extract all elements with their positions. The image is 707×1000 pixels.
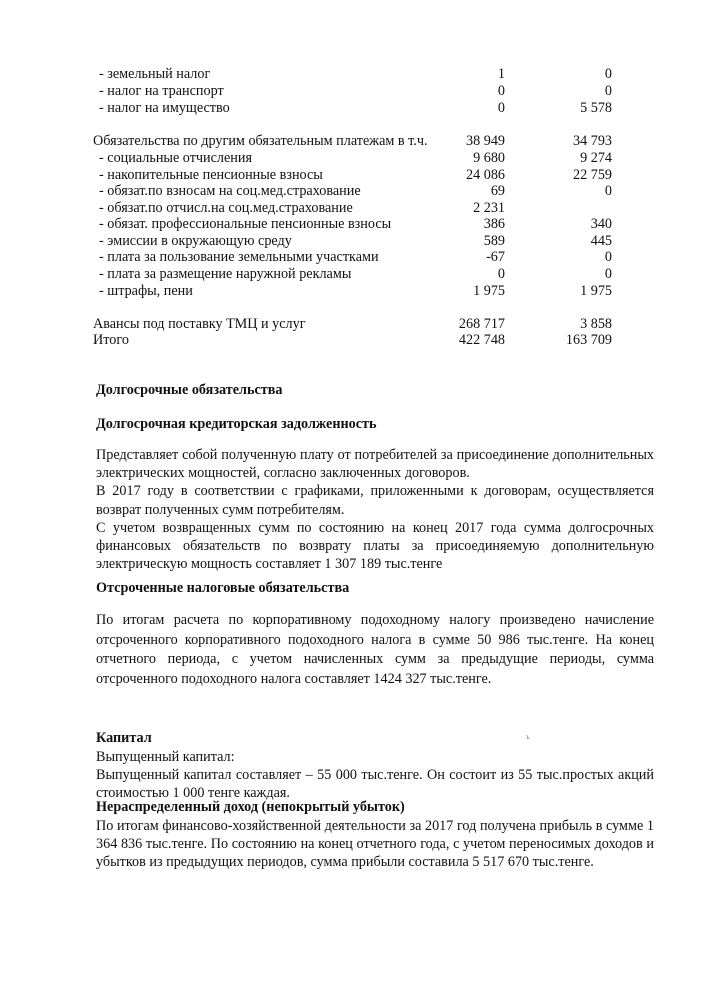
value-2017: 38 949	[465, 133, 505, 149]
capital-subheading	[96, 748, 654, 766]
value-2017: 69	[490, 183, 505, 199]
value-2017: 2 231	[473, 200, 505, 216]
paragraph: По итогам финансово-хозяйственной деятельности за 2017 год получена прибыль в сумме 1 364 836 тыс.тенге. По состоянию на конец отчетного года, с учетом переносимых доходов и убытков из предыдущих периодов, сумма прибыли составила 5 517 670 тыс.тенге.	[96, 818, 654, 871]
paragraph: По итогам расчета по корпоративному подоходному налогу произведено начисление отсроченного корпоративного подоходного налога в сумме 50 986 тыс.тенге. На конец отчетного периода, с учетом начисленных сумм за предыдущие периоды, сумма отсроченного подоходного налога составляет 1424 327 тыс.тенге.	[96, 612, 654, 687]
row-label: - плата за размещение наружной рекламы	[99, 266, 352, 282]
value-2016: 340	[590, 216, 612, 232]
value-2017: 0	[497, 266, 505, 282]
scan-artifact: ъ	[526, 733, 530, 741]
table-row	[93, 283, 653, 300]
row-label: - эмиссии в окружающую среду	[99, 233, 292, 249]
row-label: - обязат.по взносам на соц.мед.страхование	[99, 183, 361, 199]
row-label: - штрафы, пени	[99, 283, 193, 299]
table-row	[93, 233, 653, 250]
table-row	[93, 200, 653, 217]
retained-earnings-paragraph	[96, 817, 654, 872]
section-heading-long-term: Долгосрочные обязательства	[96, 382, 283, 398]
table-row-group-total	[93, 133, 653, 150]
row-label: - обязат. профессиональные пенсионные взносы	[99, 216, 392, 232]
table-row	[93, 83, 653, 100]
row-label: Обязательства по другим обязательным платежам в т.ч.	[93, 133, 428, 149]
value-2016: 0	[604, 266, 612, 282]
table-row-total	[93, 332, 653, 349]
paragraph: С учетом возвращенных сумм по состоянию на конец 2017 года сумма долгосрочных финансовых обязательств по возврату платы за присоединяемую дополнительную электрическую мощность составляет 1 307 189 тыс.тенге	[96, 519, 654, 573]
row-label: - плата за пользование земельными участками	[99, 249, 379, 265]
table-row	[93, 249, 653, 266]
value-2017: 0	[497, 100, 505, 116]
subsection-heading-long-term-payables: Долгосрочная кредиторская задолженность	[96, 416, 377, 432]
paragraph: В 2017 году в соответствии с графиками, приложенными к договорам, осуществляется возврат полученных сумм потребителям.	[96, 483, 654, 518]
row-label: - налог на транспорт	[99, 83, 224, 99]
value-2016: 0	[604, 249, 612, 265]
value-2016: 1 975	[580, 283, 612, 299]
table-row-advances	[93, 316, 653, 333]
row-label: Авансы под поставку ТМЦ и услуг	[93, 316, 306, 332]
value-2017: 1	[497, 66, 505, 82]
value-2017: 268 717	[458, 316, 505, 332]
long-term-paragraphs	[96, 446, 654, 573]
value-2017: 0	[497, 83, 505, 99]
deferred-tax-paragraph	[96, 611, 654, 689]
section-heading-retained-earnings: Нераспределенный доход (непокрытый убыток)	[96, 799, 405, 815]
value-2016: 5 578	[580, 100, 612, 116]
value-2017: 9 680	[473, 150, 505, 166]
row-label: - налог на имущество	[99, 100, 230, 116]
table-row	[93, 66, 653, 83]
value-2016: 0	[604, 66, 612, 82]
row-label: - обязат.по отчисл.на соц.мед.страхование	[99, 200, 353, 216]
value-2016: 34 793	[572, 133, 612, 149]
value-2016: 0	[604, 83, 612, 99]
section-heading-capital: Капитал	[96, 730, 152, 746]
value-2017: -67	[486, 249, 505, 265]
value-2017: 422 748	[458, 332, 505, 348]
value-2017: 386	[483, 216, 505, 232]
capital-paragraph	[96, 766, 654, 802]
subheading: Выпущенный капитал:	[96, 749, 235, 765]
value-2016: 0	[604, 183, 612, 199]
row-label: - накопительные пенсионные взносы	[99, 167, 323, 183]
row-label: Итого	[93, 332, 129, 348]
value-2016: 445	[590, 233, 612, 249]
value-2017: 589	[483, 233, 505, 249]
value-2016: 9 274	[580, 150, 612, 166]
value-2016: 163 709	[565, 332, 612, 348]
value-2017: 1 975	[473, 283, 505, 299]
paragraph: Представляет собой полученную плату от потребителей за присоединение дополнительных электрических мощностей, согласно заключенных договоров.	[96, 447, 654, 482]
section-heading-deferred-tax: Отсроченные налоговые обязательства	[96, 580, 350, 596]
value-2016: 22 759	[572, 167, 612, 183]
value-2016: 3 858	[580, 316, 612, 332]
value-2017: 24 086	[465, 167, 505, 183]
table-row	[93, 150, 653, 167]
table-row	[93, 216, 653, 233]
table-row	[93, 167, 653, 184]
row-label: - социальные отчисления	[99, 150, 253, 166]
table-row	[93, 183, 653, 200]
table-row	[93, 100, 653, 117]
table-row	[93, 266, 653, 283]
paragraph: Выпущенный капитал составляет – 55 000 тыс.тенге. Он состоит из 55 тыс.простых акций стоимостью 1 000 тенге каждая.	[96, 767, 654, 802]
row-label: - земельный налог	[99, 66, 211, 82]
